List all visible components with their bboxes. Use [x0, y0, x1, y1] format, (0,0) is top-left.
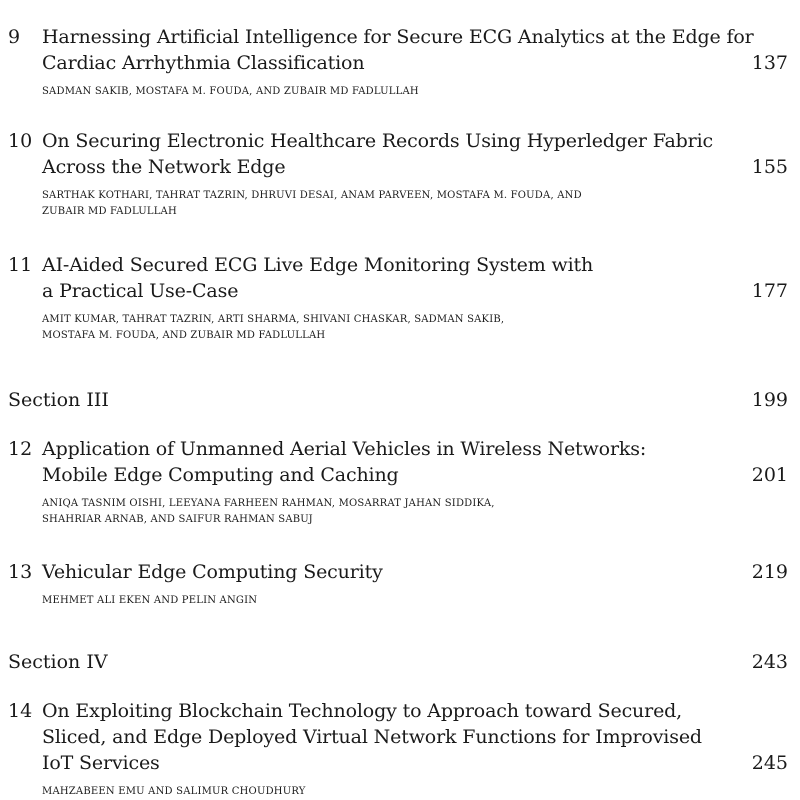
chapter-title-block [8, 252, 788, 304]
chapter-page-number: 177 [751, 280, 788, 302]
chapter-page-number: 219 [751, 561, 788, 583]
section-label: Section IV [8, 651, 108, 673]
toc-entry-chapter-11[interactable] [8, 252, 788, 344]
chapter-page-number: 155 [751, 156, 788, 178]
toc-entry-chapter-9[interactable] [8, 24, 788, 100]
chapter-authors [42, 312, 742, 344]
chapter-title [42, 559, 742, 585]
chapter-number: 14 [8, 700, 33, 722]
toc-entry-chapter-10[interactable] [8, 128, 788, 220]
author-line: SADMAN SAKIB, MOSTAFA M. FOUDA, AND ZUBAIR MD FADLULLAH [42, 86, 419, 97]
chapter-title-line: AI-Aided Secured ECG Live Edge Monitoring System with [42, 254, 594, 276]
chapter-page-number: 201 [751, 464, 788, 486]
chapter-title-line: Mobile Edge Computing and Caching [42, 464, 399, 486]
toc-section-iii[interactable] [8, 387, 788, 413]
chapter-authors [42, 496, 742, 528]
chapter-authors [42, 784, 742, 800]
chapter-title [42, 24, 754, 76]
chapter-title-line: On Exploiting Blockchain Technology to Approach toward Secured, [42, 700, 683, 722]
chapter-title-block [8, 24, 788, 76]
chapter-number: 12 [8, 438, 33, 460]
section-label: Section III [8, 389, 109, 411]
author-line: MEHMET ALI EKEN AND PELIN ANGIN [42, 595, 258, 606]
chapter-title-line: Harnessing Artificial Intelligence for Secure ECG Analytics at the Edge for [42, 26, 754, 48]
chapter-title-line: Vehicular Edge Computing Security [42, 561, 383, 583]
toc-entry-chapter-13[interactable] [8, 559, 788, 609]
toc-entry-chapter-12[interactable] [8, 436, 788, 528]
author-line: MAHZABEEN EMU AND SALIMUR CHOUDHURY [42, 786, 306, 797]
chapter-title-line: a Practical Use-Case [42, 280, 239, 302]
author-line: ZUBAIR MD FADLULLAH [42, 206, 177, 217]
toc-section-iv[interactable] [8, 649, 788, 675]
chapter-title-block [8, 128, 788, 180]
author-line: ANIQA TASNIM OISHI, LEEYANA FARHEEN RAHMAN, MOSARRAT JAHAN SIDDIKA, [42, 498, 495, 509]
author-line: MOSTAFA M. FOUDA, AND ZUBAIR MD FADLULLAH [42, 330, 326, 341]
section-page-number: 199 [751, 389, 788, 411]
chapter-number: 13 [8, 561, 33, 583]
chapter-title-line: IoT Services [42, 752, 160, 774]
chapter-authors [42, 593, 742, 609]
chapter-title [42, 436, 742, 488]
chapter-title [42, 128, 742, 180]
chapter-title [42, 698, 742, 776]
chapter-authors [42, 188, 742, 220]
chapter-number: 9 [8, 26, 21, 48]
chapter-page-number: 245 [751, 752, 788, 774]
chapter-title-block [8, 559, 788, 585]
toc-entry-chapter-14[interactable] [8, 698, 788, 800]
chapter-title-line: Application of Unmanned Aerial Vehicles in Wireless Networks: [42, 438, 647, 460]
author-line: AMIT KUMAR, TAHRAT TAZRIN, ARTI SHARMA, SHIVANI CHASKAR, SADMAN SAKIB, [42, 314, 505, 325]
section-page-number: 243 [751, 651, 788, 673]
author-line: SARTHAK KOTHARI, TAHRAT TAZRIN, DHRUVI DESAI, ANAM PARVEEN, MOSTAFA M. FOUDA, AND [42, 190, 582, 201]
chapter-number: 11 [8, 254, 33, 276]
chapter-page-number: 137 [751, 52, 788, 74]
chapter-title-line: On Securing Electronic Healthcare Records Using Hyperledger Fabric [42, 130, 714, 152]
chapter-title-block [8, 698, 788, 776]
chapter-title-line: Across the Network Edge [42, 156, 286, 178]
chapter-number: 10 [8, 130, 33, 152]
chapter-title [42, 252, 742, 304]
chapter-title-block [8, 436, 788, 488]
chapter-title-line: Cardiac Arrhythmia Classification [42, 52, 365, 74]
chapter-title-line: Sliced, and Edge Deployed Virtual Network Functions for Improvised [42, 726, 702, 748]
author-line: SHAHRIAR ARNAB, AND SAIFUR RAHMAN SABUJ [42, 514, 313, 525]
chapter-authors [42, 84, 742, 100]
